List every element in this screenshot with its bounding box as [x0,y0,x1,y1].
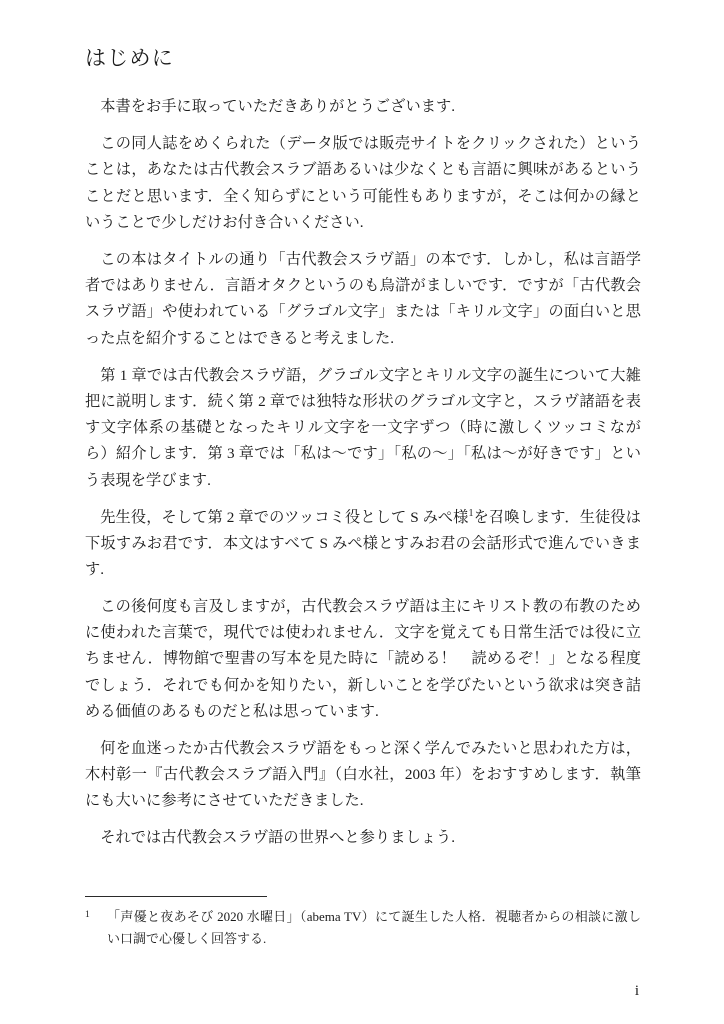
paragraph-2: この同人誌をめくられた（データ版では販売サイトをクリックされた）ということは，あなたは古代教会スラブ語あるいは少なくとも言語に興味があるということだと思います．全く知らずにという可能性もありますが，そこは何かの縁ということで少しだけお付き合いください. [85,135,641,232]
paragraph-4: 第 1 章では古代教会スラヴ語，グラゴル文字とキリル文字の誕生について大雑把に説明します．続く第 2 章では独特な形状のグラゴル文字と，スラヴ諸語を表す文字体系の基礎となったキリル文字を一文字ずつ（時に激しくツッコミながら）紹介します．第 3 章では「私は〜です」「私の〜」「私は〜が好きです」という表現を学びます. [85,366,641,489]
footnote-reference-marker[interactable]: 1 [468,507,474,519]
footnote-item [85,906,641,950]
footnote-number: 1 [85,910,90,920]
page-number: i [634,983,639,999]
footnote-separator-rule [85,896,267,897]
footnote-area [85,896,641,950]
page-title: はじめに [85,46,175,70]
paragraph-5 [85,505,641,584]
paragraph-7: 何を血迷ったか古代教会スラヴ語をもっと深く学んでみたいと思われた方は，木村彰一『古代教会スラブ語入門』（白水社，2003 年）をおすすめします．執筆にも大いに参考にさせていただきました. [85,739,641,810]
footnote-text: 「声優と夜あそび 2020 水曜日」（abema TV）にて誕生した人格．視聴者からの相談に激しい口調で心優しく回答する. [107,909,641,946]
paragraph-1: 本書をお手に取っていただきありがとうございます. [100,98,456,116]
paragraph-6: この後何度も言及しますが，古代教会スラヴ語は主にキリスト教の布教のために使われた言葉で，現代では使われません．文字を覚えても日常生活では役に立ちません．博物館で聖書の写本を見た時に「読める！ 読めるぞ！」となる程度でしょう．それでも何かを知りたい，新しいことを学びたいという欲求は突き詰める価値のあるものだと私は思っています. [85,597,641,721]
paragraph-5-text-before-footnote: 先生役，そして第 2 章でのツッコミ役として S みぺ様 [100,508,469,526]
text-block [85,44,641,852]
paragraph-3: この本はタイトルの通り「古代教会スラヴ語」の本です．しかし，私は言語学者ではありません．言語オタクというのも烏滸がましいです．ですが「古代教会スラヴ語」や使われている「グラゴル文字」または「キリル文字」の面白いと思った点を紹介することはできると考えました. [85,250,641,347]
paragraph-5-text-after-footnote: を召喚します．生徒役は下坂すみお君です．本文はすべて S みぺ様とすみお君の会話形式で進んでいきます. [85,508,641,579]
paragraph-8: それでは古代教会スラヴ語の世界へと参りましょう. [100,829,456,847]
